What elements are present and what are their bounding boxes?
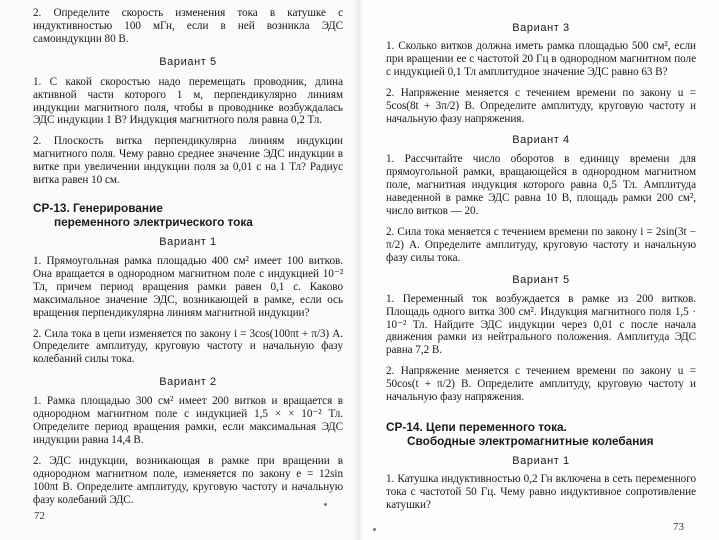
book-spine (354, 0, 364, 540)
section-title (386, 420, 696, 448)
problem-paragraph: 1. Рамка площадью 300 см² имеет 200 витков и вращается в однородном магнитном поле с индукцией 1,5 × × 10⁻² Тл. Определите период вращения рамки, если максимальная ЭДС индукции равна 14,4 В. (33, 395, 343, 446)
problem-paragraph: 1. С какой скоростью надо перемещать проводник, длина активной части которого 1 м, перпендикулярно линиям индукции магнитного поля, чтобы в проводнике возбуждалась ЭДС индукции 1 В? Индукция магнитного поля равна 0,2 Тл. (33, 75, 343, 127)
problem-paragraph: 1. Прямоугольная рамка площадью 400 см² имеет 100 витков. Она вращается в однородном магнитном поле с индукцией 10⁻² Тл, причем период вращения рамки равен 0,1 с. Каково максимальное значение ЭДС, возникающей в рамке, если ось вращения перпендикулярна линиям магнитной индукции? (33, 254, 343, 319)
variant-heading: Вариант 3 (512, 22, 570, 34)
page-number-right: 73 (673, 521, 684, 533)
section-title (33, 201, 343, 229)
section-title-line1: СР-13. Генерирование (33, 200, 163, 215)
problem-paragraph: 2. Напряжение меняется с течением времени по закону u = 5cos(8t + 3π/2) В. Определите амплитуду, круговую частоту и начальную фазу напряжения. (386, 86, 696, 125)
problem-paragraph: 2. Сила тока в цепи изменяется по закону i = 3cos(100πt + π/3) А. Определите амплитуду, круговую частоту и начальную фазу колебаний силы тока. (33, 327, 343, 366)
problem-paragraph: 2. Напряжение меняется с течением времени по закону u = 50cos(t + π/2) В. Определите амплитуду, круговую частоту и начальную фазу напряжения. (386, 365, 696, 404)
print-speck (373, 528, 376, 531)
problem-paragraph: 1. Сколько витков должна иметь рамка площадью 500 см², если при вращении ее с частотой 20 Гц в однородном магнитном поле с индукцией 0,1 Тл амплитудное значение ЭДС равно 63 В? (386, 40, 696, 78)
problem-paragraph: 2. Определите скорость изменения тока в катушке с индуктивностью 100 мГн, если в ней возникла ЭДС самоиндукции 80 В. (33, 7, 343, 45)
left-page-column (33, 0, 343, 506)
variant-heading: Вариант 5 (159, 55, 217, 68)
problem-paragraph: 2. ЭДС индукции, возникающая в рамке при вращении в однородном магнитном поле, изменяется по закону e = 12sin 100πt В. Определите амплитуду, круговую частоту и начальную фазу колебаний ЭДС. (33, 454, 343, 506)
problem-paragraph: 2. Сила тока меняется с течением времени по закону i = 2sin(3t − π/2) А. Определите амплитуду, круговую частоту и начальную фазу силы тока. (386, 225, 696, 264)
variant-heading: Вариант 1 (512, 454, 570, 467)
page-number-left: 72 (34, 510, 45, 522)
problem-paragraph: 1. Рассчитайте число оборотов в единицу времени для прямоугольной рамки, вращающейся в однородном магнитном поле, магнитная индукция которого равна 0,5 Тл. Амплитуда наведенной в рамке ЭДС равна 10 В, площадь рамки 200 см², число витков — 20. (386, 153, 696, 218)
problem-paragraph: 1. Катушка индуктивностью 0,2 Гн включена в сеть переменного тока с частотой 50 Гц. Чему равно индуктивное сопротивление катушки? (386, 472, 696, 511)
print-speck (324, 503, 327, 506)
problem-paragraph: 2. Плоскость витка перпендикулярна линиям индукции магнитного поля. Чему равно среднее значение ЭДС индукции в витке при увеличении индукции поля за 0,01 с на 1 Тл? Радиус витка равен 10 см. (33, 135, 343, 187)
section-title-line2: Свободные электромагнитные колебания (407, 433, 654, 448)
problem-paragraph: 1. Переменный ток возбуждается в рамке из 200 витков. Площадь одного витка 300 см². Индукция магнитного поля 1,5 · 10⁻² Тл. Найдите ЭДС индукции через 0,01 с после начала движения рамки из нейтрального положения. Амплитуда ЭДС равна 7,2 В. (386, 292, 696, 357)
right-page-column (386, 0, 696, 512)
section-title-line1: СР-14. Цепи переменного тока. (386, 419, 567, 434)
variant-heading: Вариант 2 (159, 376, 217, 389)
variant-heading: Вариант 1 (159, 235, 217, 248)
variant-heading: Вариант 4 (512, 134, 570, 147)
variant-heading: Вариант 5 (512, 273, 570, 286)
section-title-line2: переменного электрического тока (54, 214, 253, 229)
